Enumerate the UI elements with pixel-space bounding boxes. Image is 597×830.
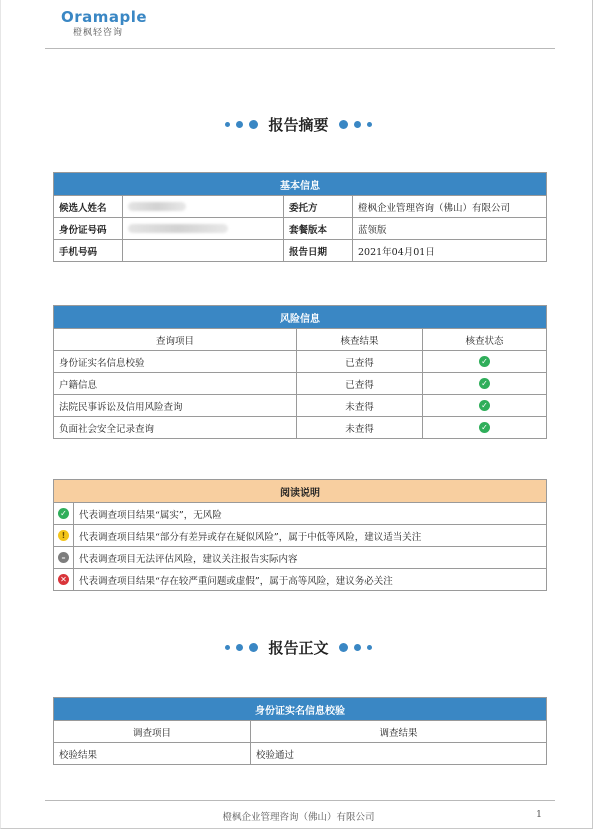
- decor-dot: [225, 645, 230, 650]
- package-label: 套餐版本: [284, 218, 353, 240]
- column-header: 调查项目: [54, 721, 251, 743]
- decor-dot: [249, 120, 258, 129]
- risk-result: 已查得: [297, 351, 423, 373]
- summary-title: 报告摘要: [268, 116, 329, 134]
- risk-status: [423, 351, 547, 373]
- table-row: [54, 503, 547, 525]
- column-header: 查询项目: [54, 329, 297, 351]
- phone-label: 手机号码: [54, 240, 123, 262]
- reading-notes-table: [53, 479, 547, 591]
- decor-dot: [225, 122, 230, 127]
- report-date-value: 2021年04月01日: [353, 240, 547, 262]
- table-row: [54, 547, 547, 569]
- table-row: [54, 373, 547, 395]
- check-result: 校验通过: [251, 743, 547, 765]
- table-row: [54, 743, 547, 765]
- decor-dot: [339, 643, 348, 652]
- package-value: 蓝领版: [353, 218, 547, 240]
- phone-value: [123, 240, 284, 262]
- company-logo: [61, 8, 147, 38]
- note-text: 代表调查项目无法评估风险，建议关注报告实际内容: [74, 547, 547, 569]
- report-date-label: 报告日期: [284, 240, 353, 262]
- body-heading: [0, 635, 597, 658]
- risk-result: 未查得: [297, 395, 423, 417]
- check-circle-icon: ✓: [479, 356, 490, 367]
- basic-info-title: 基本信息: [54, 173, 547, 196]
- minus-circle-icon: –: [58, 552, 69, 563]
- client-label: 委托方: [284, 196, 353, 218]
- basic-info-table: [53, 172, 547, 262]
- redacted-value: [128, 202, 186, 211]
- table-row: [54, 218, 547, 240]
- risk-item: 身份证实名信息校验: [54, 351, 297, 373]
- id-number-value: [123, 218, 284, 240]
- decor-dot: [249, 643, 258, 652]
- candidate-name-label: 候选人姓名: [54, 196, 123, 218]
- risk-info-table: [53, 305, 547, 439]
- table-row: [54, 240, 547, 262]
- risk-result: 未查得: [297, 417, 423, 439]
- note-text: 代表调查项目结果“属实”，无风险: [74, 503, 547, 525]
- note-text: 代表调查项目结果“存在较严重问题或虚假”，属于高等风险，建议务必关注: [74, 569, 547, 591]
- table-row: [54, 351, 547, 373]
- decor-dot: [236, 121, 243, 128]
- table-row: [54, 569, 547, 591]
- logo-subtitle: 橙枫轻咨询: [73, 28, 124, 38]
- table-header-row: [54, 329, 547, 351]
- body-title: 报告正文: [268, 639, 329, 657]
- risk-status: [423, 373, 547, 395]
- risk-item: 户籍信息: [54, 373, 297, 395]
- id-check-title: 身份证实名信息校验: [54, 698, 547, 721]
- check-circle-icon: ✓: [479, 422, 490, 433]
- decor-dot: [236, 644, 243, 651]
- decor-dot: [354, 644, 361, 651]
- id-check-table: [53, 697, 547, 765]
- column-header: 调查结果: [251, 721, 547, 743]
- risk-info-title: 风险信息: [54, 306, 547, 329]
- column-header: 核查结果: [297, 329, 423, 351]
- risk-item: 法院民事诉讼及信用风险查询: [54, 395, 297, 417]
- check-circle-icon: ✓: [479, 400, 490, 411]
- check-item: 校验结果: [54, 743, 251, 765]
- footer-rule: [45, 800, 555, 801]
- header-rule: [45, 48, 555, 49]
- table-row: [54, 196, 547, 218]
- table-row: [54, 395, 547, 417]
- reading-notes-title: 阅读说明: [54, 480, 547, 503]
- decor-dot: [354, 121, 361, 128]
- check-circle-icon: ✓: [479, 378, 490, 389]
- note-text: 代表调查项目结果“部分有差异或存在疑似风险”，属于中低等风险，建议适当关注: [74, 525, 547, 547]
- cross-circle-icon: ✕: [58, 574, 69, 585]
- column-header: 核查状态: [423, 329, 547, 351]
- warning-circle-icon: !: [58, 530, 69, 541]
- logo-mark: Oramaple: [61, 8, 148, 26]
- table-row: [54, 417, 547, 439]
- risk-item: 负面社会安全记录查询: [54, 417, 297, 439]
- decor-dot: [339, 120, 348, 129]
- candidate-name-value: [123, 196, 284, 218]
- client-value: 橙枫企业管理咨询（佛山）有限公司: [353, 196, 547, 218]
- decor-dot: [367, 122, 372, 127]
- footer-company: 橙枫企业管理咨询（佛山）有限公司: [222, 812, 375, 823]
- risk-result: 已查得: [297, 373, 423, 395]
- page-number: 1: [535, 809, 542, 820]
- summary-heading: [0, 112, 597, 135]
- table-row: [54, 525, 547, 547]
- risk-status: [423, 395, 547, 417]
- table-header-row: [54, 721, 547, 743]
- risk-status: [423, 417, 547, 439]
- redacted-value: [128, 224, 228, 233]
- check-circle-icon: ✓: [58, 508, 69, 519]
- id-number-label: 身份证号码: [54, 218, 123, 240]
- decor-dot: [367, 645, 372, 650]
